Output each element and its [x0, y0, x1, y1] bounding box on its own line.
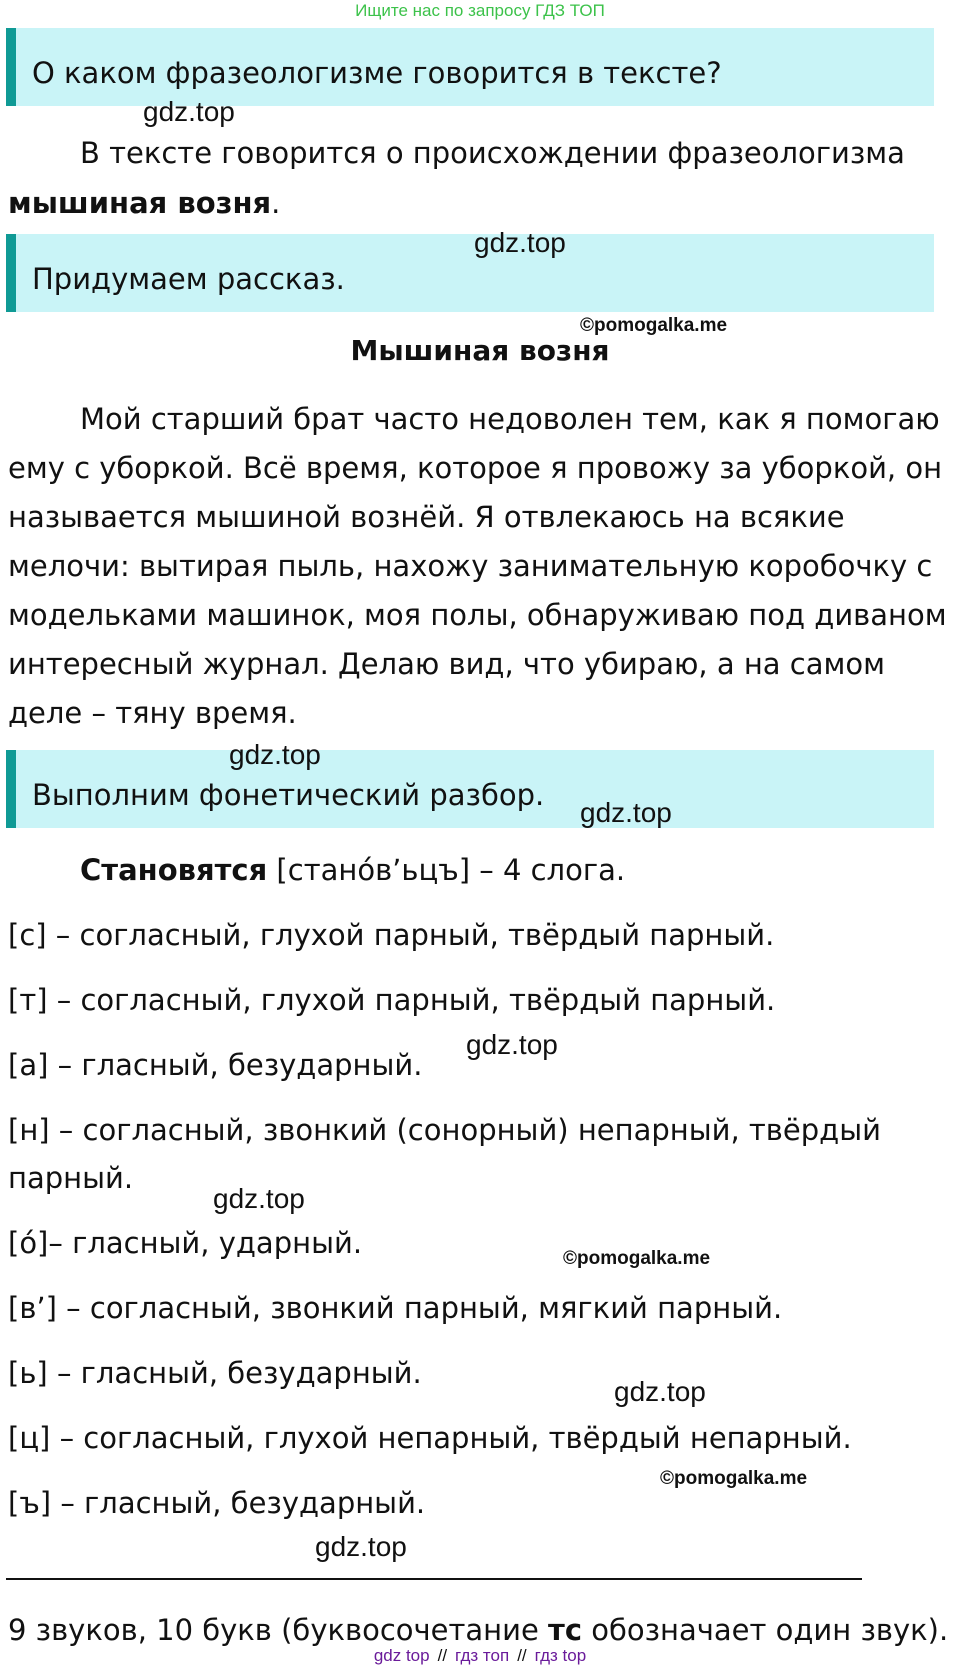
copyright-mark: ©pomogalka.me: [563, 1248, 711, 1269]
sound-line: [в’] – согласный, звонкий парный, мягкий парный.: [8, 1291, 783, 1325]
sound-line: [ц] – согласный, глухой непарный, твёрдый непарный.: [8, 1421, 852, 1455]
watermark: gdz.top: [315, 1531, 407, 1562]
analysis-transcription: [стано́в’ьцъ] – 4 слога.: [267, 853, 626, 887]
sound-line: [о́]– гласный, ударный.: [8, 1226, 363, 1260]
summary-letters: тс: [548, 1613, 583, 1647]
story-text: Мой старший брат часто недоволен тем, как я помогаю ему с уборкой. Всё время, которое я провожу за уборкой, он называется мышиной вознёй. Я отвлекаюсь на всякие мелочи: вытирая пыль, нахожу занимательную коробочку с модельками машинок, моя полы, обнаруживаю под диваном интересный журнал. Делаю вид, что убираю, а на самом деле – тяну время.: [8, 402, 947, 730]
summary-text-after: обозначает один звук).: [582, 1613, 949, 1647]
footer-link[interactable]: gdz top: [373, 1646, 430, 1665]
copyright-mark: ©pomogalka.me: [580, 315, 728, 336]
divider-line: [6, 1578, 862, 1580]
footer-link[interactable]: гдз топ: [455, 1646, 510, 1665]
answer-period: .: [271, 186, 281, 220]
task-header-phraseologism: [6, 28, 934, 106]
sound-line: [с] – согласный, глухой парный, твёрдый парный.: [8, 918, 775, 952]
task-header-phonetic: [6, 750, 934, 828]
task-header-text: О каком фразеологизме говорится в тексте?: [32, 56, 722, 90]
story-title: Мышиная возня: [350, 334, 610, 367]
sound-line: [т] – согласный, глухой парный, твёрдый парный.: [8, 983, 776, 1017]
summary-line: [8, 1612, 948, 1648]
watermark: gdz.top: [466, 1029, 558, 1060]
footer-links: [0, 1646, 960, 1666]
search-hint-link[interactable]: Ищите нас по запросу ГДЗ ТОП: [355, 1, 605, 20]
copyright-mark: ©pomogalka.me: [660, 1468, 808, 1489]
watermark: gdz.top: [474, 227, 566, 258]
sound-line-continued: парный.: [8, 1161, 134, 1195]
watermark: gdz.top: [143, 96, 235, 127]
analysis-word-line: [80, 852, 625, 888]
watermark: gdz.top: [580, 797, 672, 828]
answer-text: В тексте говорится о происхождении фразеологизма: [80, 136, 905, 170]
sound-line: [н] – согласный, звонкий (сонорный) непарный, твёрдый: [8, 1113, 881, 1147]
watermark: gdz.top: [229, 739, 321, 770]
watermark: gdz.top: [614, 1376, 706, 1407]
sound-line: [ъ] – гласный, безударный.: [8, 1486, 426, 1520]
task-header-text: Придумаем рассказ.: [32, 262, 345, 296]
summary-text-before: 9 звуков, 10 букв (буквосочетание: [8, 1613, 549, 1647]
task-header-story: [6, 234, 934, 312]
answer-phraseologism: мышиная возня: [8, 186, 272, 220]
sound-line: [ь] – гласный, безударный.: [8, 1356, 422, 1390]
footer-separator: //: [517, 1646, 527, 1665]
footer-separator: //: [437, 1646, 448, 1665]
answer-paragraph: [8, 128, 958, 228]
analysis-word: Становятся: [80, 853, 268, 887]
watermark: gdz.top: [213, 1183, 305, 1214]
footer-link[interactable]: гдз top: [534, 1646, 587, 1665]
sound-line: [а] – гласный, безударный.: [8, 1048, 423, 1082]
task-header-text: Выполним фонетический разбор.: [32, 778, 545, 812]
